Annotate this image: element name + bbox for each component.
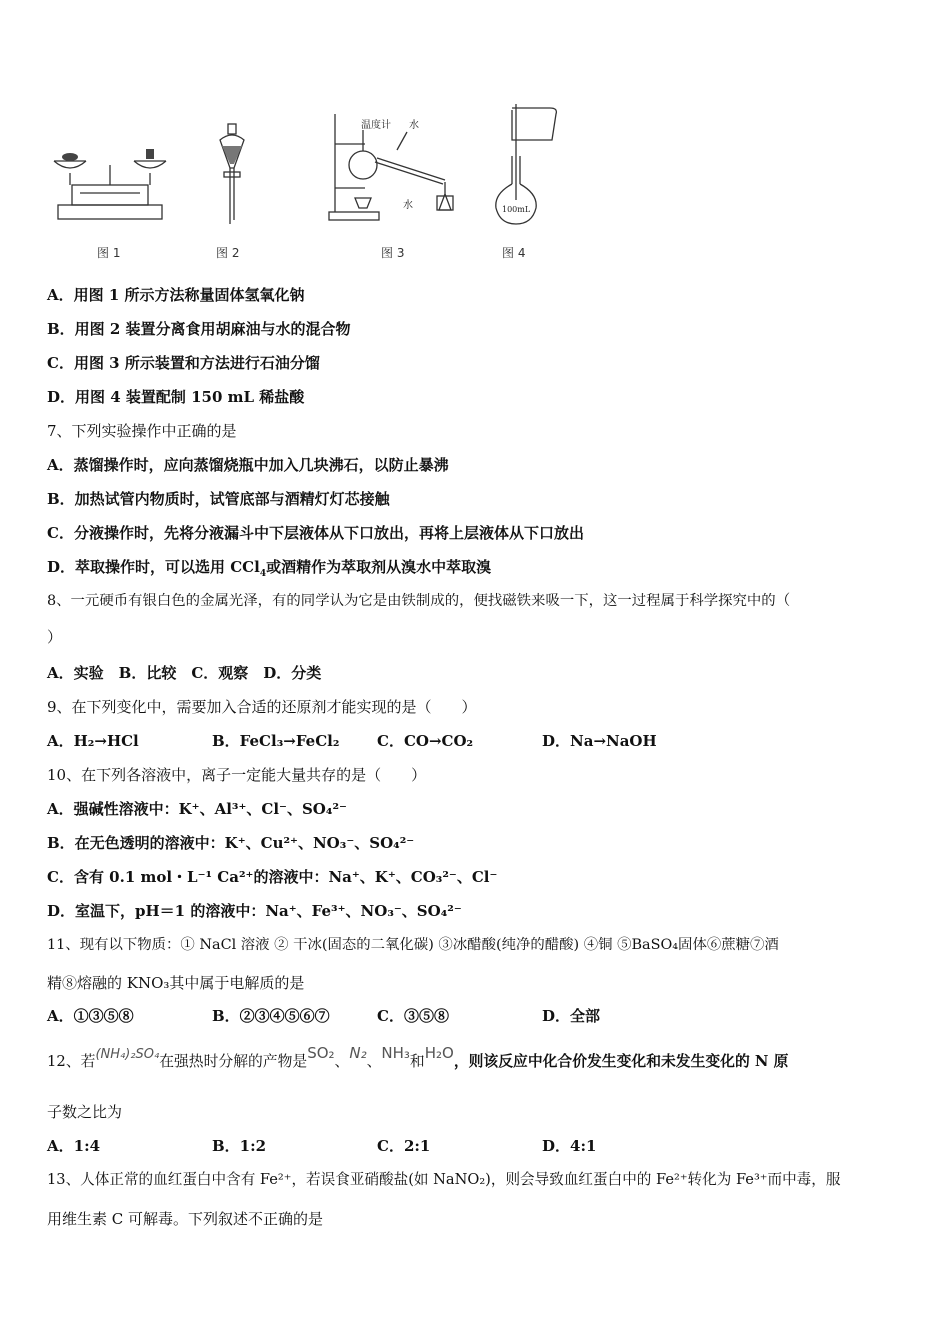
q12-sep2: 、 [366, 1053, 382, 1070]
q12-option-c: C．2:1 [377, 1137, 431, 1155]
q12-options [47, 1135, 596, 1157]
figure-4-volumetric-flask [492, 100, 567, 230]
q6-option-b: B．用图 2 装置分离食用胡麻油与水的混合物 [47, 320, 351, 338]
q7-option-a: A．蒸馏操作时，应向蒸馏烧瓶中加入几块沸石，以防止暴沸 [47, 456, 449, 474]
fig3-water-out-label: 水 [403, 200, 413, 211]
q6-option-d: D．用图 4 装置配制 150 mL 稀盐酸 [47, 388, 305, 406]
q10-stem: 10、在下列各溶液中，离子一定能大量共存的是（ ） [47, 766, 427, 784]
q8-options: A．实验 B．比较 C．观察 D．分类 [47, 664, 322, 682]
q12-mid: 在强热时分解的产物是 [159, 1053, 308, 1070]
q10-option-b: B．在无色透明的溶液中：K⁺、Cu²⁺、NO₃⁻、SO₄²⁻ [47, 834, 415, 852]
q13-stem-line2: 用维生素 C 可解毒。下列叙述不正确的是 [47, 1210, 324, 1228]
q11-option-d: D．全部 [542, 1007, 601, 1025]
q8-stem-line1: 8、一元硬币有银白色的金属光泽，有的同学认为它是由铁制成的，便找磁铁来吸一下，这一过程属于科学探究中的（ [47, 593, 791, 609]
q7-option-c: C．分液操作时，先将分液漏斗中下层液体从下口放出，再将上层液体从下口放出 [47, 524, 584, 542]
q12-tail: ，则该反应中化合价发生变化和未发生变化的 N 原 [453, 1053, 789, 1070]
q12-product-so2: SO₂ [307, 1044, 335, 1062]
figure-4-caption: 图 4 [502, 246, 526, 260]
q11-option-b: B．②③④⑤⑥⑦ [212, 1007, 330, 1025]
fig4-volume-label: 100mL [502, 205, 531, 214]
q11-stem-line1: 11、现有以下物质：① NaCl 溶液 ② 干冰(固态的二氧化碳) ③冰醋酸(纯净的醋酸) ④铜 ⑤BaSO₄固体⑥蔗糖⑦酒 [47, 937, 779, 953]
figure-2-separatory-funnel [212, 120, 252, 230]
fig3-water-in-label: 水 [409, 120, 419, 131]
q7-stem: 7、下列实验操作中正确的是 [47, 422, 237, 440]
q12-option-b: B．1:2 [212, 1137, 267, 1155]
q12-product-n2: N₂ [349, 1044, 367, 1062]
q11-stem-line2: 精⑧熔融的 KNO₃其中属于电解质的是 [47, 974, 305, 992]
q10-option-c: C．含有 0.1 mol・L⁻¹ Ca²⁺的溶液中：Na⁺、K⁺、CO₃²⁻、Cl⁻ [47, 868, 498, 886]
q12-sep1: 、 [334, 1053, 350, 1070]
q11-option-c: C．③⑤⑧ [377, 1007, 449, 1025]
figure-3-caption: 图 3 [381, 246, 405, 260]
figure-1-balance [50, 135, 170, 225]
fig3-thermometer-label: 温度计 [361, 120, 391, 131]
q6-option-a: A．用图 1 所示方法称量固体氢氧化钠 [47, 286, 305, 304]
q10-option-d: D．室温下，pH＝1 的溶液中：Na⁺、Fe³⁺、NO₃⁻、SO₄²⁻ [47, 902, 462, 920]
q9-stem: 9、在下列变化中，需要加入合适的还原剂才能实现的是（ ） [47, 698, 477, 716]
q7-d-post: 或酒精作为萃取剂从溴水中萃取溴 [266, 558, 492, 576]
q12-product-nh3: NH₃ [381, 1044, 410, 1062]
q7-option-d [47, 556, 491, 578]
q12-stem-line2: 子数之比为 [47, 1103, 123, 1121]
figure-2-caption: 图 2 [216, 246, 240, 260]
q9-option-a: A．H₂→HCl [47, 732, 139, 750]
q12-option-d: D．4:1 [542, 1137, 597, 1155]
figure-3-distillation [325, 110, 470, 225]
q9-options [47, 730, 657, 752]
q12-and: 和 [409, 1053, 425, 1070]
q12-product-h2o: H₂O [424, 1044, 454, 1062]
q7-d-sub: 4 [259, 569, 267, 579]
q11-option-a: A．①③⑤⑧ [47, 1007, 134, 1025]
q12-prefix: 12、若 [47, 1053, 96, 1070]
q12-stem-line1 [47, 1044, 789, 1074]
q7-option-b: B．加热试管内物质时，试管底部与酒精灯灯芯接触 [47, 490, 390, 508]
q12-option-a: A．1:4 [47, 1137, 101, 1155]
q11-options [47, 1005, 600, 1027]
q12-formula: (NH₄)₂SO₄ [95, 1047, 160, 1062]
q8-stem-line2: ） [47, 628, 63, 646]
q7-d-pre: D．萃取操作时，可以选用 CCl [47, 558, 260, 576]
q9-option-b: B．FeCl₃→FeCl₂ [212, 732, 340, 750]
q9-option-d: D．Na→NaOH [542, 732, 657, 750]
q10-option-a: A．强碱性溶液中：K⁺、Al³⁺、Cl⁻、SO₄²⁻ [47, 800, 347, 818]
q13-stem-line1: 13、人体正常的血红蛋白中含有 Fe²⁺，若误食亚硝酸盐(如 NaNO₂)，则会导致血红蛋白中的 Fe²⁺转化为 Fe³⁺而中毒，服 [47, 1171, 841, 1188]
q6-option-c: C．用图 3 所示装置和方法进行石油分馏 [47, 354, 320, 372]
figure-1-caption: 图 1 [97, 246, 121, 260]
q9-option-c: C．CO→CO₂ [377, 732, 474, 750]
